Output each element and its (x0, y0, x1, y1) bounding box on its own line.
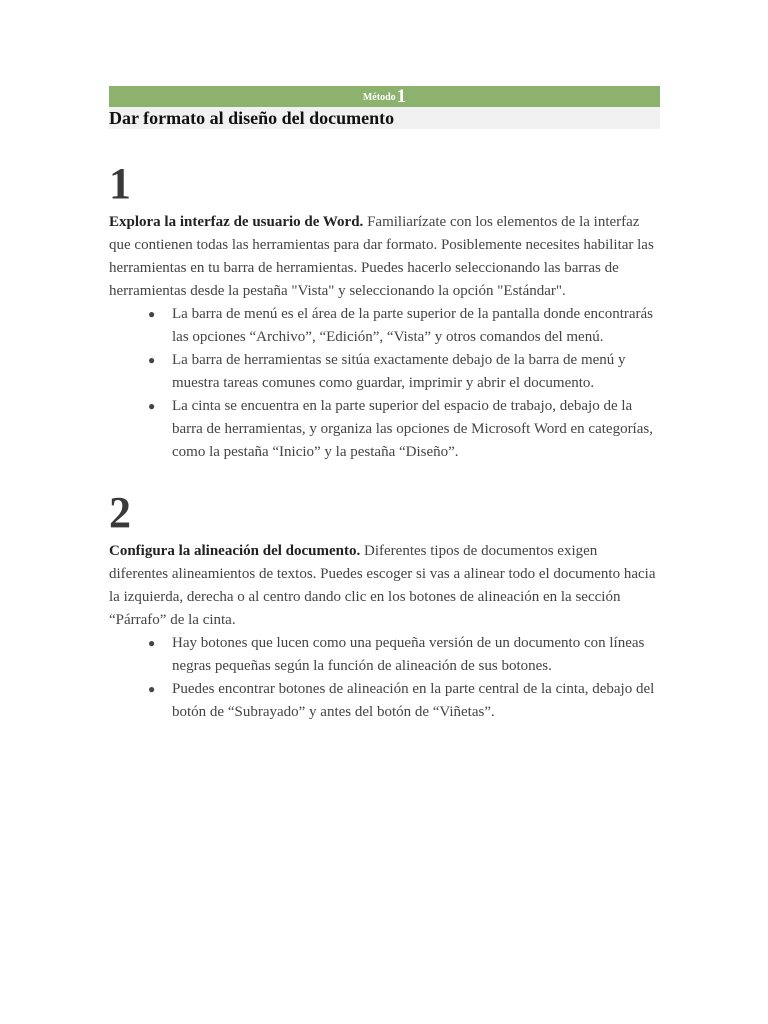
method-banner (109, 86, 660, 107)
bullet-item (148, 632, 660, 678)
bullet-text: La cinta se encuentra en la parte superior del espacio de trabajo, debajo de la barra de herramientas, y organiza las opciones de Microsoft Word en categorías, como la pestaña “Inicio” y la pestaña “Diseño”. (172, 398, 653, 460)
step-body: Familiarízate con los elementos de la interfaz que contienen todas las herramientas para dar formato. Posiblemente necesites habilitar las herramientas en tu barra de herramientas. Puedes hacerlo seleccionando las barras de herramientas desde la pestaña "Vista" y seleccionando la opción "Estándar". (109, 214, 654, 299)
step-body: Diferentes tipos de documentos exigen diferentes alineamientos de textos. Puedes escoger si vas a alinear todo el documento hacia la izquierda, derecha o al centro dando clic en los botones de alineación en la sección “Párrafo” de la cinta. (109, 543, 656, 628)
bullet-icon: ● (148, 682, 156, 696)
bullet-item (148, 395, 660, 464)
document-content (109, 86, 660, 724)
method-label: Método (362, 92, 396, 103)
bullet-item (148, 349, 660, 395)
bullet-text: Puedes encontrar botones de alineación en la parte central de la cinta, debajo del botón de “Subrayado” y antes del botón de “Viñetas”. (172, 681, 655, 720)
step-number: 2 (109, 488, 131, 537)
step-number: 1 (109, 159, 131, 208)
bullet-icon: ● (148, 636, 156, 650)
bullet-item (148, 303, 660, 349)
bullet-text: La barra de menú es el área de la parte superior de la pantalla donde encontrarás las opciones “Archivo”, “Edición”, “Vista” y otros comandos del menú. (172, 306, 654, 345)
bullet-list (109, 303, 660, 464)
step-1 (109, 159, 660, 464)
step-heading: Explora la interfaz de usuario de Word. (109, 214, 364, 230)
bullet-icon: ● (148, 307, 156, 321)
step-paragraph (109, 211, 660, 303)
method-number: 1 (396, 86, 407, 107)
step-paragraph (109, 540, 660, 632)
step-2 (109, 488, 660, 724)
bullet-list (109, 632, 660, 724)
bullet-text: La barra de herramientas se sitúa exactamente debajo de la barra de menú y muestra tareas comunes como guardar, imprimir y abrir el documento. (172, 352, 626, 391)
bullet-icon: ● (148, 399, 156, 413)
bullet-item (148, 678, 660, 724)
section-title: Dar formato al diseño del documento (109, 107, 660, 129)
step-heading: Configura la alineación del documento. (109, 543, 361, 559)
bullet-icon: ● (148, 353, 156, 367)
bullet-text: Hay botones que lucen como una pequeña versión de un documento con líneas negras pequeñas según la función de alineación de sus botones. (172, 635, 645, 674)
